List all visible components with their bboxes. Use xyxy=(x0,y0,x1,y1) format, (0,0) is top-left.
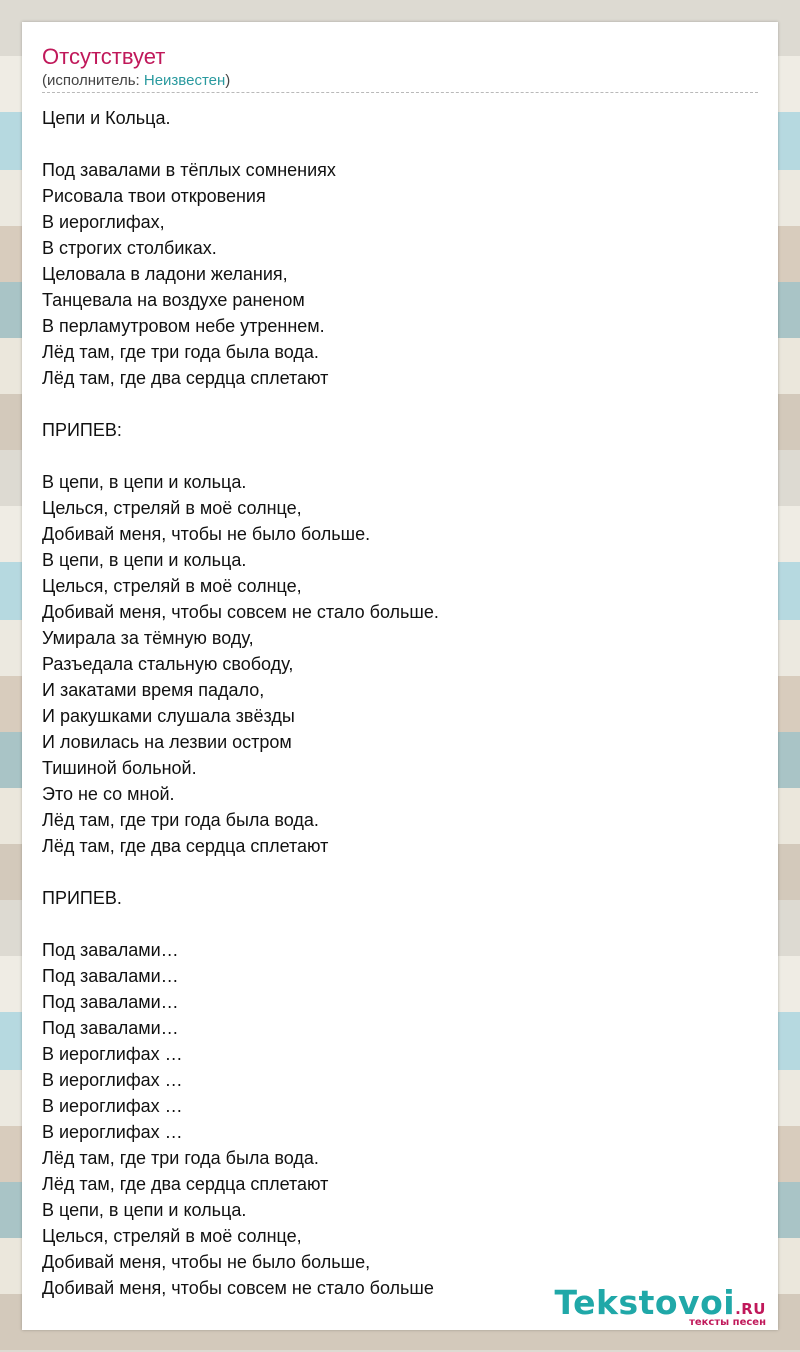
lyric-line: ПРИПЕВ. xyxy=(42,888,122,908)
lyric-line: Добивай меня, чтобы совсем не стало больше. xyxy=(42,602,439,622)
lyric-line: В цепи, в цепи и кольца. xyxy=(42,472,247,492)
lyric-line: Под завалами… xyxy=(42,1018,179,1038)
lyrics-card xyxy=(22,22,778,1330)
lyric-line: Лёд там, где два сердца сплетают xyxy=(42,1174,329,1194)
lyric-line: Умирала за тёмную воду, xyxy=(42,628,254,648)
lyric-line xyxy=(42,911,758,937)
lyric-line: В иероглифах … xyxy=(42,1044,183,1064)
lyric-line: Рисовала твои откровения xyxy=(42,186,266,206)
lyric-line: В цепи, в цепи и кольца. xyxy=(42,1200,247,1220)
lyric-line: Целься, стреляй в моё солнце, xyxy=(42,576,302,596)
lyric-line: Разъедала стальную свободу, xyxy=(42,654,294,674)
song-title: Отсутствует xyxy=(42,44,166,69)
lyric-line: В цепи, в цепи и кольца. xyxy=(42,550,247,570)
lyric-line: Цепи и Кольца. xyxy=(42,108,171,128)
logo-main-text: Tekstovoi xyxy=(554,1283,736,1322)
lyric-line: Добивай меня, чтобы не было больше. xyxy=(42,524,371,544)
lyric-line: Лёд там, где три года была вода. xyxy=(42,1148,319,1168)
logo-tagline: тексты песен xyxy=(689,1317,766,1328)
lyric-line: Танцевала на воздухе раненом xyxy=(42,290,305,310)
lyric-line: Тишиной больной. xyxy=(42,758,197,778)
lyric-line: Целься, стреляй в моё солнце, xyxy=(42,498,302,518)
lyric-line xyxy=(42,859,758,885)
lyric-line: Под завалами… xyxy=(42,966,179,986)
lyric-line: Под завалами… xyxy=(42,940,179,960)
lyric-line: Целовала в ладони желания, xyxy=(42,264,288,284)
lyric-line: Добивай меня, чтобы не было больше, xyxy=(42,1252,371,1272)
lyric-line: И ракушками слушала звёзды xyxy=(42,706,295,726)
lyric-line xyxy=(42,131,758,157)
lyrics-text xyxy=(42,105,758,1301)
title-divider xyxy=(42,92,758,93)
lyric-line: В иероглифах … xyxy=(42,1122,183,1142)
artist-prefix: (исполнитель: xyxy=(42,72,144,89)
lyric-line: Добивай меня, чтобы совсем не стало больше xyxy=(42,1278,434,1298)
lyric-line xyxy=(42,391,758,417)
site-logo[interactable] xyxy=(554,1283,766,1328)
lyric-line: Лёд там, где три года была вода. xyxy=(42,810,319,830)
lyric-line: Лёд там, где три года была вода. xyxy=(42,342,319,362)
artist-suffix: ) xyxy=(225,72,231,89)
lyric-line: ПРИПЕВ: xyxy=(42,420,122,440)
lyric-line: Под завалами в тёплых сомнениях xyxy=(42,160,336,180)
lyric-line: В иероглифах … xyxy=(42,1070,183,1090)
lyric-line: В перламутровом небе утреннем. xyxy=(42,316,325,336)
lyric-line: Под завалами… xyxy=(42,992,179,1012)
lyric-line: Целься, стреляй в моё солнце, xyxy=(42,1226,302,1246)
lyric-line: И закатами время падало, xyxy=(42,680,265,700)
artist-link[interactable]: Неизвестен xyxy=(143,72,226,89)
lyric-line: Лёд там, где два сердца сплетают xyxy=(42,836,329,856)
lyric-line xyxy=(42,443,758,469)
logo-tld: .RU xyxy=(735,1300,766,1318)
lyric-line: В строгих столбиках. xyxy=(42,238,217,258)
lyric-line: Лёд там, где два сердца сплетают xyxy=(42,368,329,388)
artist-line xyxy=(42,72,230,89)
lyric-line: Это не со мной. xyxy=(42,784,175,804)
lyric-line: В иероглифах, xyxy=(42,212,165,232)
lyric-line: И ловилась на лезвии остром xyxy=(42,732,292,752)
lyric-line: В иероглифах … xyxy=(42,1096,183,1116)
